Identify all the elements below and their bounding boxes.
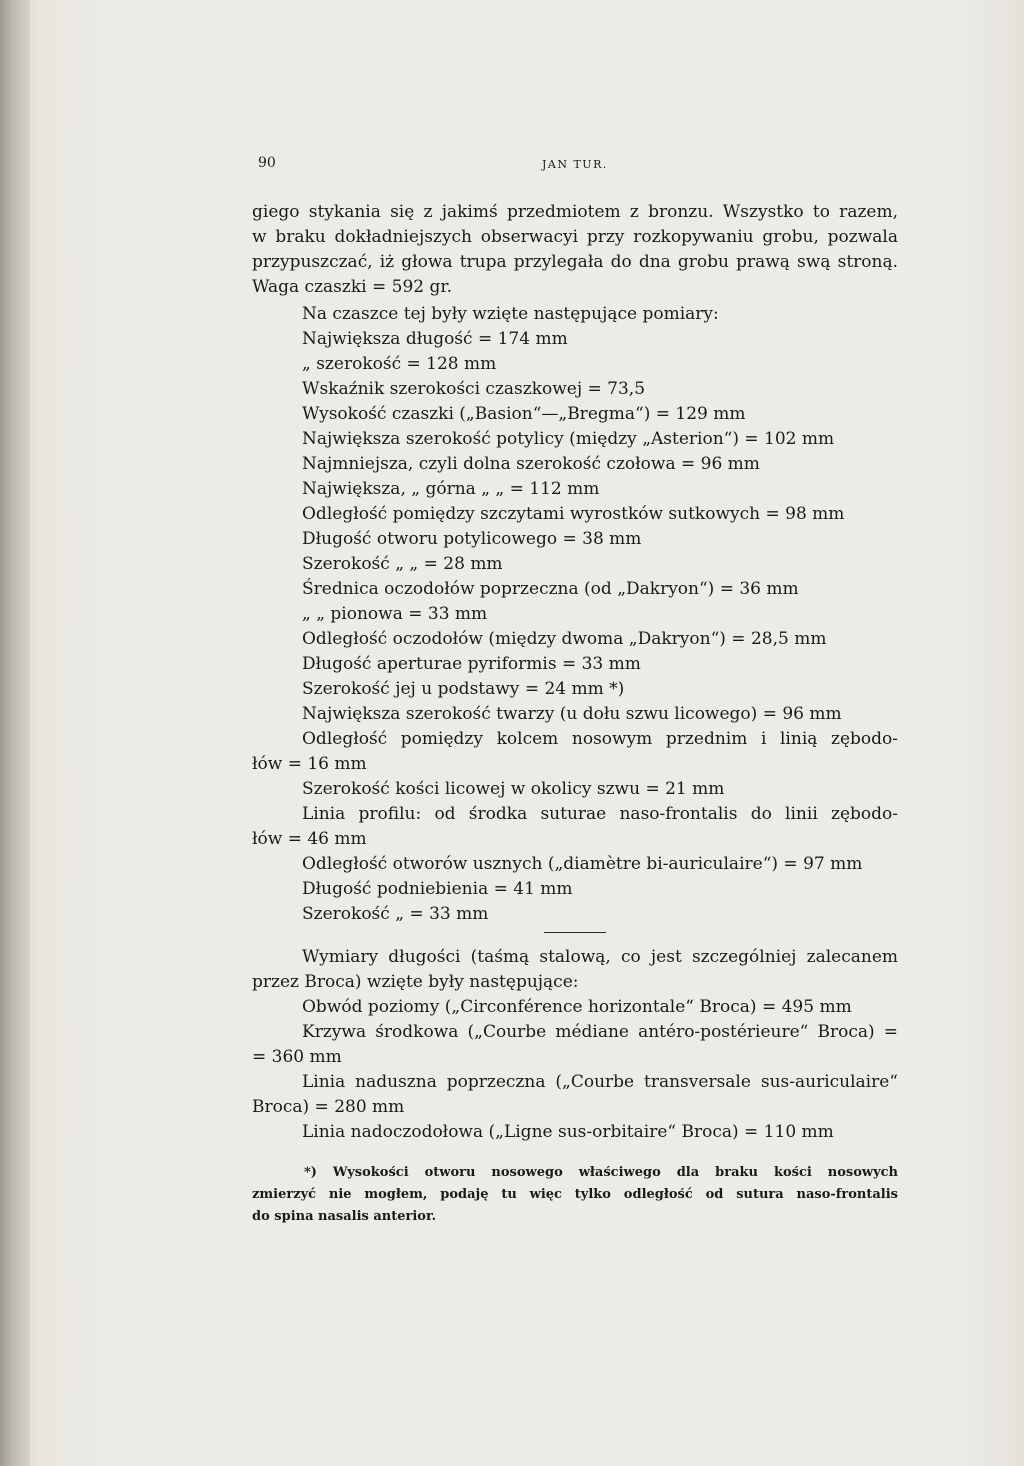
measurement-line: Największa długość = 174 mm	[302, 329, 568, 349]
footnote-line: zmierzyć nie mogłem, podaję tu więc tylko odległość od sutura naso-frontalis	[252, 1187, 898, 1202]
measurement-line: Odległość pomiędzy szczytami wyrostków sutkowych = 98 mm	[302, 504, 845, 524]
measurement-line: Największa szerokość twarzy (u dołu szwu licowego) = 96 mm	[302, 704, 842, 724]
measurement-line: Odległość oczodołów (między dwoma „Dakryon“) = 28,5 mm	[302, 629, 827, 649]
measurement-line: Wskaźnik szerokości czaszkowej = 73,5	[302, 379, 646, 399]
measurement-line: Największa, „ górna „ „ = 112 mm	[302, 479, 600, 499]
footnote-line: do spina nasalis anterior.	[252, 1209, 437, 1224]
measurement-line: Szerokość jej u podstawy = 24 mm *)	[302, 679, 625, 699]
page-edge-shadow	[0, 0, 30, 1466]
page-number: 90	[258, 155, 276, 171]
text-line: w braku dokładniejszych obserwacyi przy rozkopywaniu grobu, pozwala	[252, 227, 898, 247]
text-line: Wymiary długości (taśmą stalową, co jest szczególniej zalecanem	[302, 947, 898, 967]
running-title: JAN TUR.	[542, 158, 608, 171]
measurement-line: Wysokość czaszki („Basion“—„Bregma“) = 129 mm	[302, 404, 746, 424]
footnote-line: *) Wysokości otworu nosowego właściwego dla braku kości nosowych	[304, 1165, 898, 1180]
measurement-line: Odległość pomiędzy kolcem nosowym przednim i linią zębodo-	[302, 729, 898, 749]
measurement-line: Odległość otworów usznych („diamètre bi-auriculaire“) = 97 mm	[302, 854, 863, 874]
measurement-line: Szerokość „ „ = 28 mm	[302, 554, 503, 574]
measurement-line: Największa szerokość potylicy (między „Asterion“) = 102 mm	[302, 429, 835, 449]
measurement-line: Najmniejsza, czyli dolna szerokość czołowa = 96 mm	[302, 454, 760, 474]
measurement-line: Długość aperturae pyriformis = 33 mm	[302, 654, 641, 674]
measurement-line: „ szerokość = 128 mm	[302, 354, 497, 374]
measurement-line: Długość otworu potylicowego = 38 mm	[302, 529, 642, 549]
text-line: Waga czaszki = 592 gr.	[252, 277, 453, 297]
length-line: Linia nadoczodołowa („Ligne sus-orbitaire“ Broca) = 110 mm	[302, 1122, 834, 1142]
length-line-continued: Broca) = 280 mm	[252, 1097, 405, 1117]
length-line: Obwód poziomy („Circonférence horizontale“ Broca) = 495 mm	[302, 997, 852, 1017]
text-line: giego stykania się z jakimś przedmiotem z bronzu. Wszystko to razem,	[252, 202, 898, 222]
length-line: Linia naduszna poprzeczna („Courbe transversale sus-auriculaire“	[302, 1072, 898, 1092]
measurement-line-continued: łów = 16 mm	[252, 754, 367, 774]
measurement-line-continued: łów = 46 mm	[252, 829, 367, 849]
section-divider	[544, 932, 606, 933]
measurement-line: „ „ pionowa = 33 mm	[302, 604, 488, 624]
measurement-line: Średnica oczodołów poprzeczna (od „Dakryon“) = 36 mm	[302, 579, 799, 599]
measurement-line: Szerokość kości licowej w okolicy szwu = 21 mm	[302, 779, 725, 799]
measurement-line: Długość podniebienia = 41 mm	[302, 879, 573, 899]
length-line: Krzywa środkowa („Courbe médiane antéro-postérieure“ Broca) =	[302, 1022, 898, 1042]
measurement-line: Linia profilu: od środka suturae naso-frontalis do linii zębodo-	[302, 804, 898, 824]
length-line-continued: = 360 mm	[252, 1047, 342, 1067]
page-header	[252, 155, 898, 177]
text-line: przez Broca) wzięte były następujące:	[252, 972, 579, 992]
text-line: przypuszczać, iż głowa trupa przylegała do dna grobu prawą swą stroną.	[252, 252, 898, 272]
measurement-line: Szerokość „ = 33 mm	[302, 904, 489, 924]
measurements-intro: Na czaszce tej były wzięte następujące pomiary:	[302, 304, 719, 324]
